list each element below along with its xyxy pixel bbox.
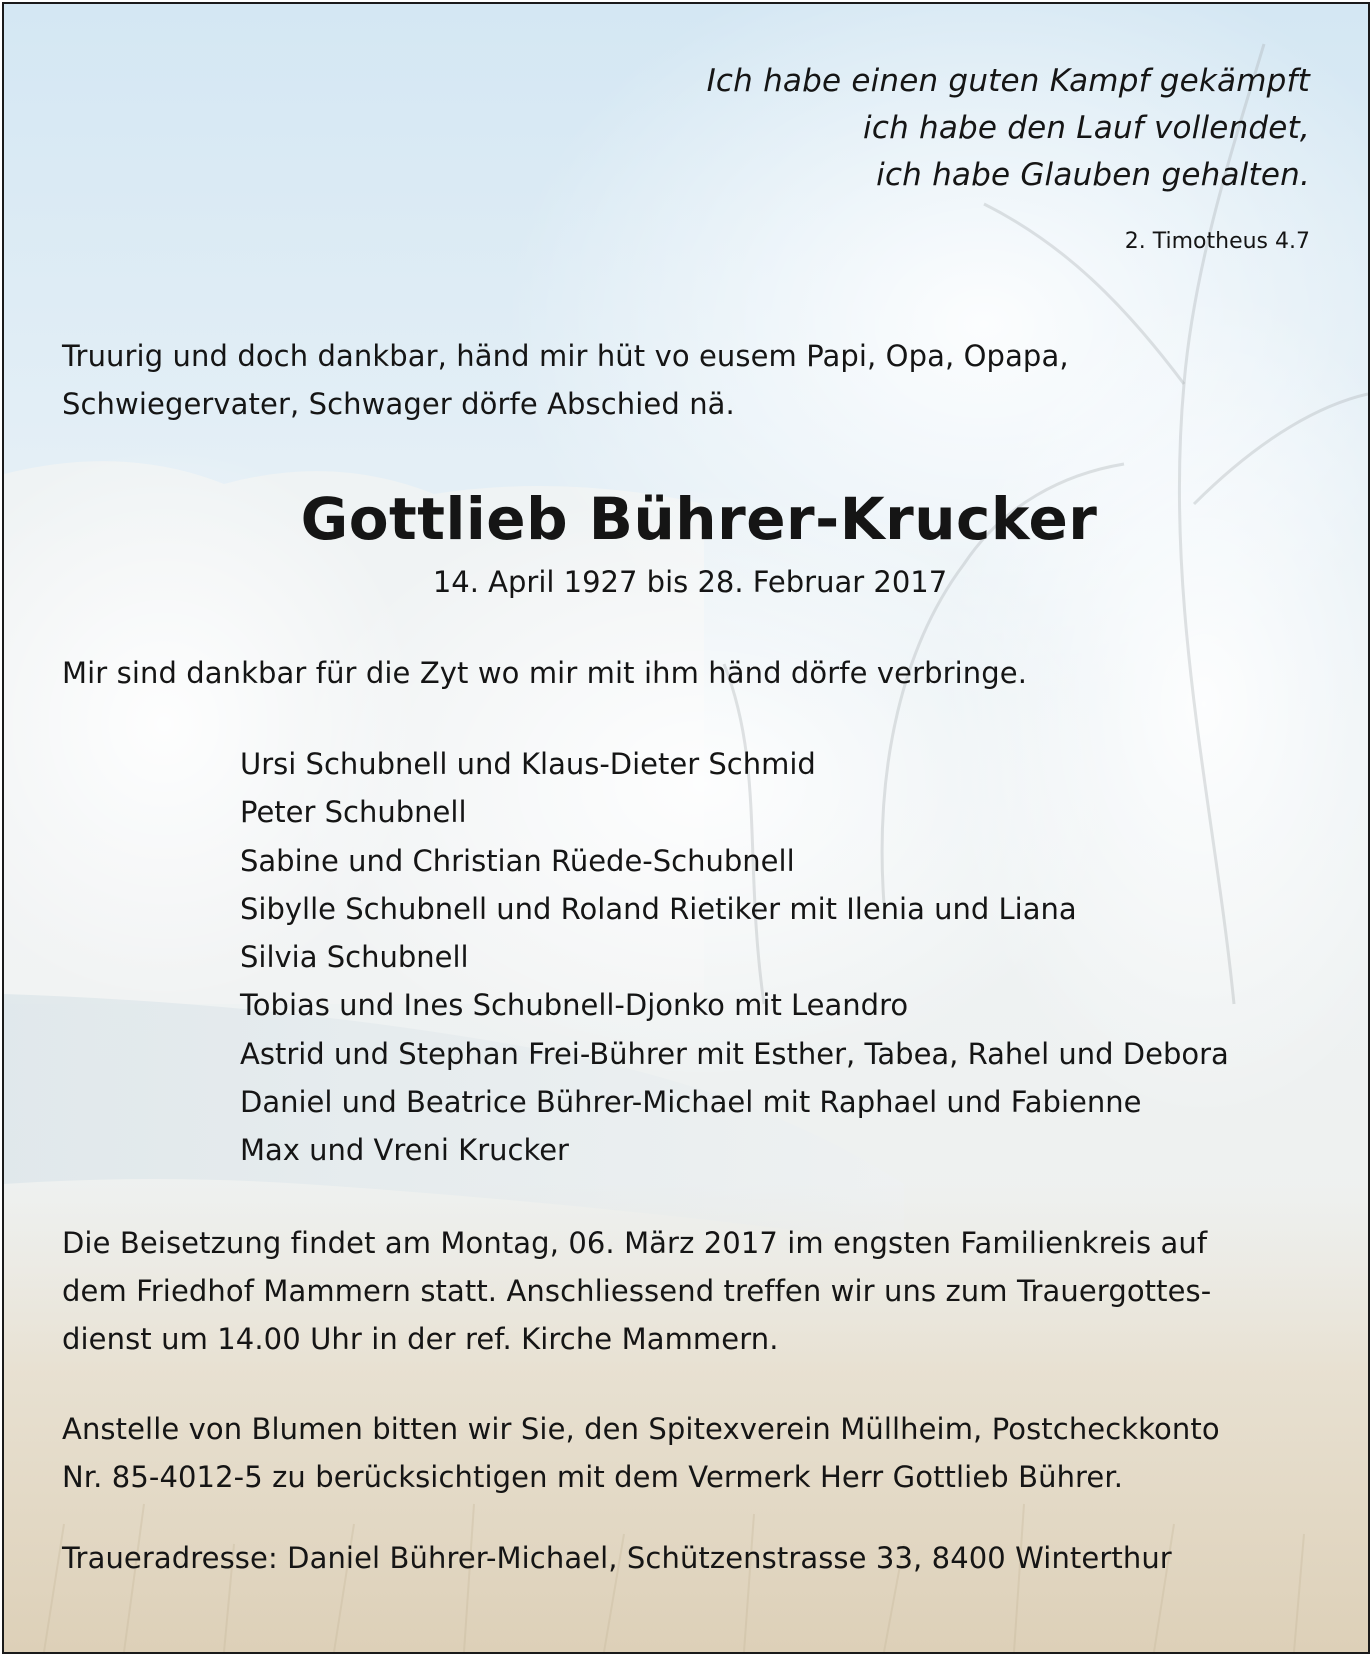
quote-line: Ich habe einen guten Kampf gekämpft [706,63,1310,99]
bible-quote [707,58,1310,199]
address-line: Traueradresse: Daniel Bührer-Michael, Schützenstrasse 33, 8400 Winterthur [62,1541,1172,1575]
list-item: Silvia Schubnell [240,940,469,975]
obituary-notice [2,2,1370,1654]
funeral-line: dem Friedhof Mammern statt. Anschliessend treffen wir uns zum Trauergottes- [62,1274,1212,1308]
funeral-line: dienst um 14.00 Uhr in der ref. Kirche Mammern. [62,1322,779,1356]
intro-paragraph [62,332,1069,428]
thanks-paragraph [62,649,1027,697]
quote-reference: 2. Timotheus 4.7 [1124,229,1310,254]
deceased-name: Gottlieb Bührer-Krucker [300,485,1098,553]
thanks-line: Mir sind dankbar für die Zyt wo mir mit ihm händ dörfe verbringe. [62,656,1028,690]
donation-paragraph [62,1405,1220,1501]
funeral-paragraph [62,1219,1211,1363]
list-item: Max und Vreni Krucker [240,1133,569,1168]
intro-line: Truurig und doch dankbar, händ mir hüt vo eusem Papi, Opa, Opapa, [62,339,1069,373]
list-item: Peter Schubnell [240,795,467,830]
list-item: Ursi Schubnell und Klaus-Dieter Schmid [240,747,816,781]
life-dates: 14. April 1927 bis 28. Februar 2017 [432,565,948,599]
list-item: Sabine und Christian Rüede-Schubnell [240,843,795,878]
list-item: Sibylle Schubnell und Roland Rietiker mit Ilenia und Liana [240,891,1077,926]
mourning-address [62,1534,1172,1582]
list-item: Daniel und Beatrice Bührer-Michael mit Raphael und Fabienne [240,1085,1142,1120]
list-item: Astrid und Stephan Frei-Bührer mit Esther, Tabea, Rahel und Debora [240,1036,1229,1071]
mourners-list [240,740,1229,1175]
funeral-line: Die Beisetzung findet am Montag, 06. März 2017 im engsten Familienkreis auf [62,1226,1208,1260]
intro-line: Schwiegervater, Schwager dörfe Abschied nä. [62,387,735,421]
notice-content [4,4,1368,1652]
quote-line: ich habe den Lauf vollendet, [863,110,1310,146]
donation-line: Anstelle von Blumen bitten wir Sie, den Spitexverein Müllheim, Postcheckkonto [62,1412,1220,1446]
quote-line: ich habe Glauben gehalten. [876,157,1310,193]
donation-line: Nr. 85-4012-5 zu berücksichtigen mit dem Vermerk Herr Gottlieb Bührer. [62,1460,1124,1494]
list-item: Tobias und Ines Schubnell-Djonko mit Leandro [240,988,909,1023]
